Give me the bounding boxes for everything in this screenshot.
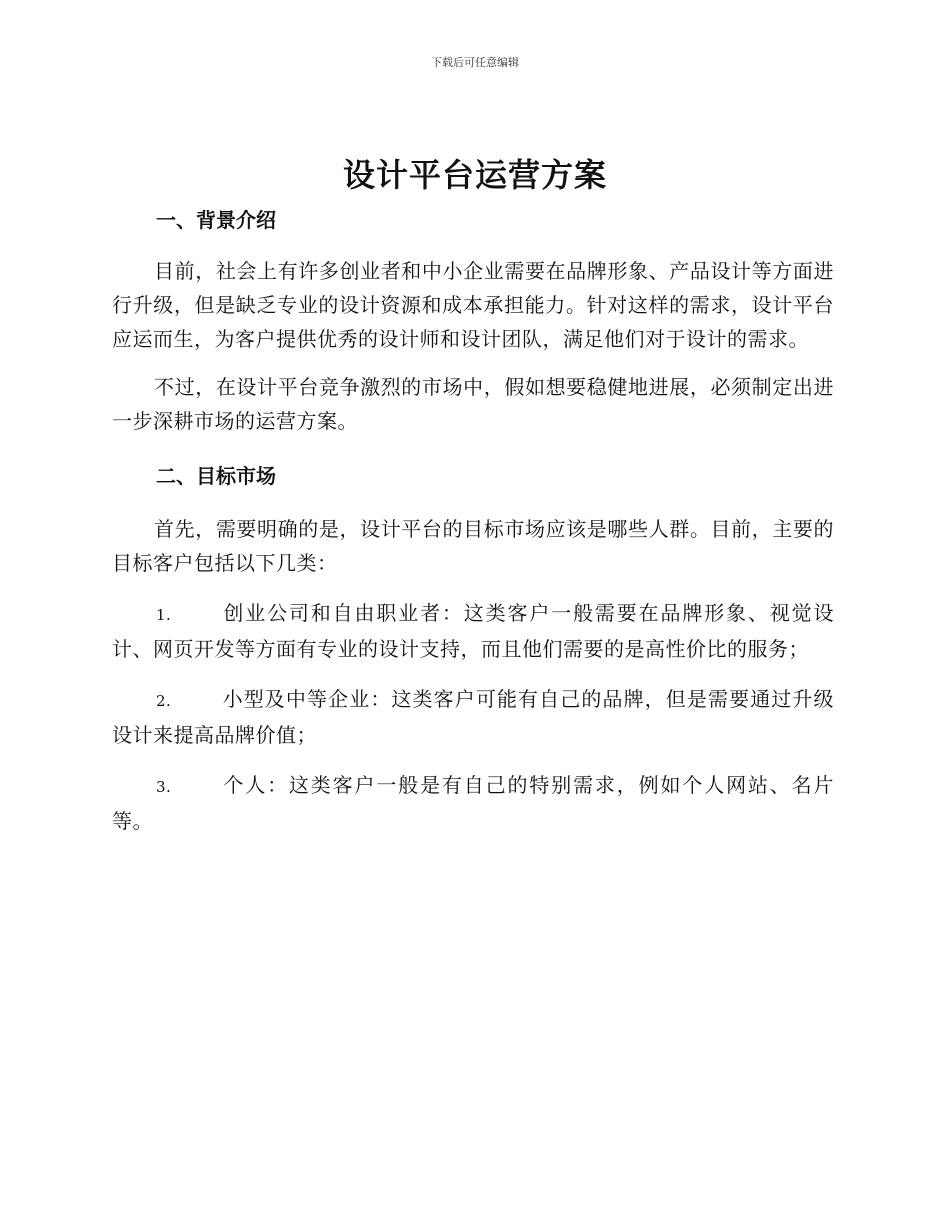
list-number: 2. <box>156 692 172 710</box>
paragraph: 首先，需要明确的是，设计平台的目标市场应该是哪些人群。目前，主要的目标客户包括以下几类： <box>112 517 834 575</box>
paragraph: 不过，在设计平台竞争激烈的市场中，假如想要稳健地进展，必须制定出进一步深耕市场的运营方案。 <box>112 375 834 433</box>
paragraph: 目前，社会上有许多创业者和中小企业需要在品牌形象、产品设计等方面进行升级，但是缺乏专业的设计资源和成本承担能力。针对这样的需求，设计平台应运而生，为客户提供优秀的设计师和设计团队，满足他们对于设计的需求。 <box>112 259 834 351</box>
section-heading: 一、背景介绍 <box>156 208 276 232</box>
section-heading: 二、目标市场 <box>156 464 276 488</box>
list-item <box>112 682 834 752</box>
list-item <box>112 596 834 666</box>
document-title: 设计平台运营方案 <box>342 156 607 194</box>
list-number: 1. <box>156 606 172 624</box>
list-item-text: 小型及中等企业：这类客户可能有自己的品牌，但是需要通过升级设计来提高品牌价值； <box>112 687 834 747</box>
header-note: 下载后可任意编辑 <box>431 56 519 69</box>
list-item-text: 创业公司和自由职业者：这类客户一般需要在品牌形象、视觉设计、网页开发等方面有专业的设计支持，而且他们需要的是高性价比的服务； <box>112 601 834 661</box>
list-item <box>112 768 834 838</box>
section-background <box>112 200 834 438</box>
list-item-text: 个人：这类客户一般是有自己的特别需求，例如个人网站、名片等。 <box>112 773 834 833</box>
section-target-market <box>112 456 834 838</box>
document-body <box>112 200 834 838</box>
list-number: 3. <box>156 778 172 796</box>
